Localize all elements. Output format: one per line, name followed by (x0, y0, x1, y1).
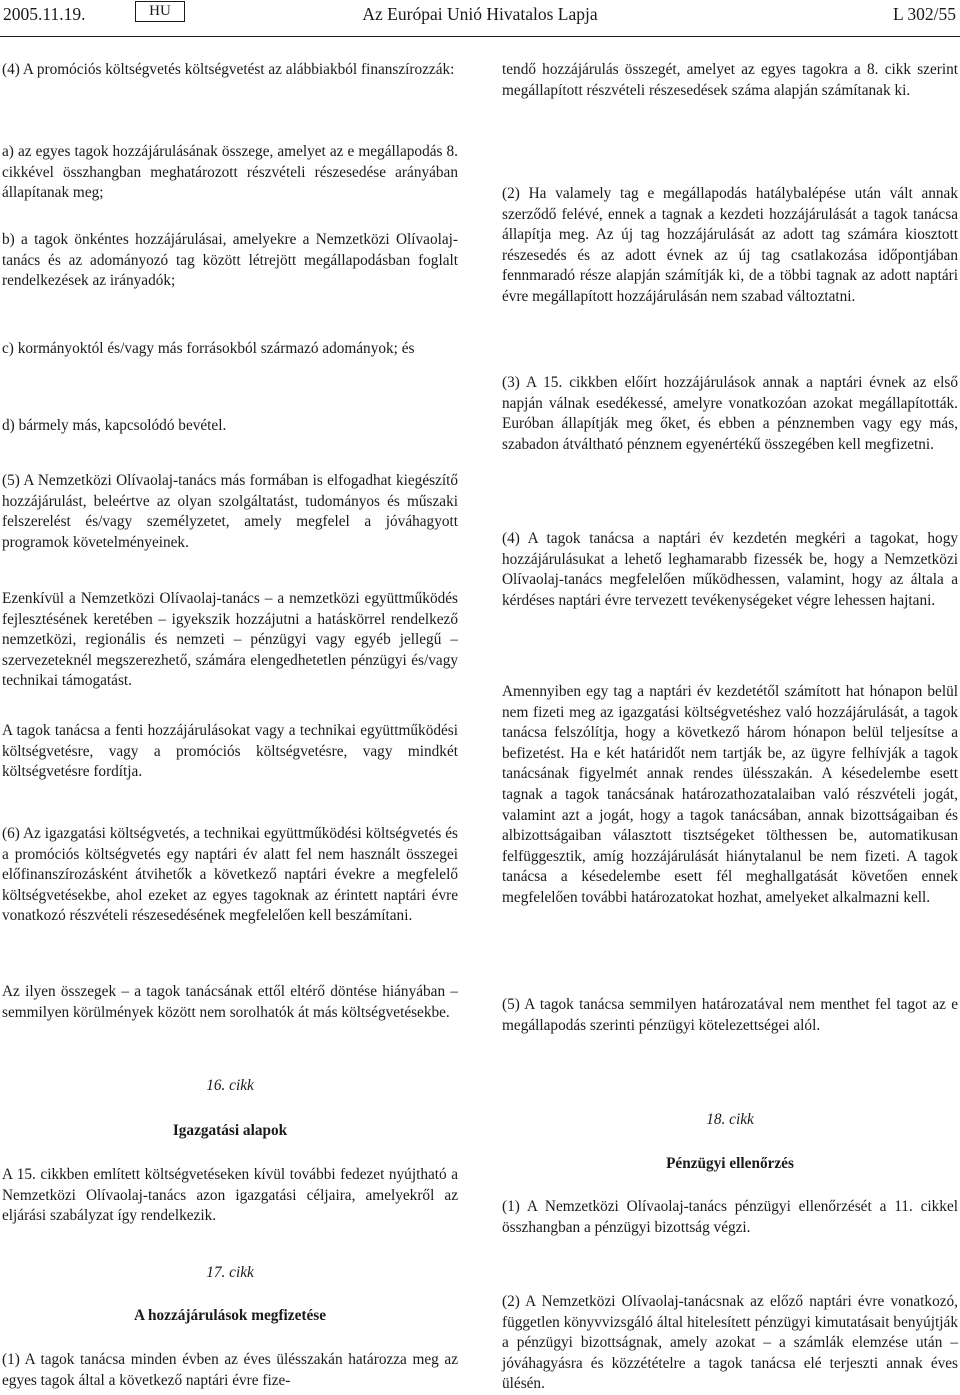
paragraph-5-cont2: A tagok tanácsa a fenti hozzájárulásokat vagy a technikai együttműködési költségvetésre, vagy a promóciós költségvetésre, vagy mindkét költségvetésre fordítja. (2, 722, 458, 781)
article-17-number: 17. cikk (206, 1264, 254, 1281)
paragraph-4-cont: Amennyiben egy tag a naptári év kezdetétől számított hat hónapon belül nem fizeti meg az igazgatási költségvetéshez való hozzájárulását, a tagok tanácsa felszólítja, hogy a következő három hónapon belül teljesítse a befizetést. Ha e két határidőt nem tartják be, az ügyre felhívják a tagok tanácsának figyelmét annak rendes ülésszakán. A késedelembe esett tagnak a tagok tanácsának határozathozatalaiban való részvételi jogát, valamint azt a jogát, hogy a tagok tanácsában, annak bizottságaiban és albizottságaiban választott tisztségeket tölthessen be, automatikusan felfüggesztik, amíg hozzájárulását hiánytalanul be nem fizeti. A tagok tanácsa a késedelembe esett fél meghallgatását követően ennek megfelelően további határozatokat hozhat, amelyeket alkalmazni kell. (502, 683, 958, 906)
item-a: a) az egyes tagok hozzájárulásának összege, amelyet az e megállapodás 8. cikkével összhangban meghatározott részvételi részesedése arányában állapítanak meg; (2, 143, 458, 202)
article-16-title: Igazgatási alapok (172, 1122, 288, 1139)
paragraph-1-cont: tendő hozzájárulás összegét, amelyet az egyes tagokra a 8. cikk szerint megállapított részvételi részesedések száma alapján számítanak ki. (502, 61, 958, 99)
header-rule (0, 36, 960, 37)
page-number: L 302/55 (892, 4, 956, 24)
article-18-paragraph-2: (2) A Nemzetközi Olívaolaj-tanácsnak az előző naptári évre vonatkozó, független könyvvizsgáló által hitelesített pénzügyi kimutatásait benyújtják a pénzügyi bizottságnak, amely azokat – a számlák elemzése után – jóváhagyásra és közzétételre a tagok tanácsa elé terjeszti annak éves ülésén. (502, 1293, 958, 1393)
article-16-text: A 15. cikkben említett költségvetéseken kívül további fedezet nyújtható a Nemzetközi Olívaolaj-tanács azon igazgatási céljaira, amelyekről az eljárási szabályzat így rendelkezik. (2, 1166, 458, 1225)
paragraph-6: (6) Az igazgatási költségvetés, a technikai együttműködési költségvetés és a promóciós költségvetés egy naptári év alatt fel nem használt összegei előfinanszírozásként átvihetők a következő naptári évekre a megfelelő költségvetésekbe, ahol ezeket az egyes tagoknak az érintett naptári évre vonatkozó részvételi részesedésének megfelelően kell beszámítani. (2, 825, 458, 925)
right-column (502, 60, 958, 1393)
paragraph-4: (4) A promóciós költségvetés költségvetést az alábbiakból finanszírozzák: (2, 61, 455, 78)
page-header (0, 0, 960, 30)
paragraph-4: (4) A tagok tanácsa a naptári év kezdetén megkéri a tagokat, hogy hozzájárulásukat a lehető leghamarabb fizessék be, hogy a Nemzetközi Olívaolaj-tanács megfelelően működhessen, valamint, hogy az általa a kérdéses naptári évre tervezett tevékenységeket végre lehessen hajtani. (502, 530, 958, 609)
language-badge: HU (135, 1, 185, 22)
paragraph-6-cont: Az ilyen összegek – a tagok tanácsának ettől eltérő döntése hiányában – semmilyen körülmények között nem sorolhatók át más költségvetésekbe. (2, 983, 458, 1021)
article-17-title: A hozzájárulások megfizetése (133, 1307, 326, 1324)
article-18-number: 18. cikk (706, 1111, 754, 1128)
paragraph-3: (3) A 15. cikkben előírt hozzájárulások annak a naptári évnek az első napján válnak esedékessé, amelyre vonatkozóan azokat megállapították. Euróban állapítják meg őket, és ebben a pénznemben vagy egy más, szabadon átváltható pénznem egyenértékű összegében kell megfizetni. (502, 374, 958, 453)
publication-date: 2005.11.19. (3, 4, 86, 24)
paragraph-2: (2) Ha valamely tag e megállapodás hatálybalépése után vált annak szerződő felévé, ennek a tagnak a kezdeti hozzájárulását a tagok tanácsa állapítja meg. Az új tag hozzájárulását az adott tag számára kiosztott részesedés és az adott évnek az új tag csatlakozása időpontjában fennmaradó része alapján számítják ki, de a többi tagnak az adott naptári évre megállapított hozzájárulásán nem szabad változtatni. (502, 185, 958, 305)
journal-title: Az Európai Unió Hivatalos Lapja (362, 4, 598, 24)
item-d: d) bármely más, kapcsolódó bevétel. (2, 417, 227, 434)
article-16-number: 16. cikk (206, 1077, 254, 1094)
item-b: b) a tagok önkéntes hozzájárulásai, amelyekre a Nemzetközi Olívaolaj-tanács és az adományozó tag között létrejött megállapodásban foglalt rendelkezések az irányadók; (2, 231, 458, 290)
article-17-paragraph-1: (1) A tagok tanácsa minden évben az éves ülésszakán határozza meg az egyes tagok által a következő naptári évre fize- (2, 1351, 458, 1389)
paragraph-5: (5) A Nemzetközi Olívaolaj-tanács más formában is elfogadhat kiegészítő hozzájárulást, beleértve az olyan szolgáltatást, tudományos és műszaki felszerelést és/vagy személyzetet, amely megfelel a jóváhagyott programok követelményeinek. (2, 472, 458, 551)
left-column (2, 60, 458, 1390)
item-c: c) kormányoktól és/vagy más forrásokból származó adományok; és (2, 340, 415, 357)
paragraph-5-cont: Ezenkívül a Nemzetközi Olívaolaj-tanács – a nemzetközi együttműködés fejlesztésének keretében – igyekszik hozzájutni a hatáskörrel rendelkező nemzetközi, regionális és nemzeti – pénzügyi vagy egyéb jellegű – szervezeteknél megszerezhető, számára elengedhetetlen pénzügyi és/vagy technikai támogatást. (2, 590, 458, 690)
paragraph-5: (5) A tagok tanácsa semmilyen határozatával nem menthet fel tagot az e megállapodás szerinti pénzügyi kötelezettségei alól. (502, 996, 958, 1034)
article-18-title: Pénzügyi ellenőrzés (666, 1155, 794, 1172)
article-18-paragraph-1: (1) A Nemzetközi Olívaolaj-tanács pénzügyi ellenőrzését a 11. cikkel összhangban a pénzügyi bizottság végzi. (502, 1198, 958, 1236)
